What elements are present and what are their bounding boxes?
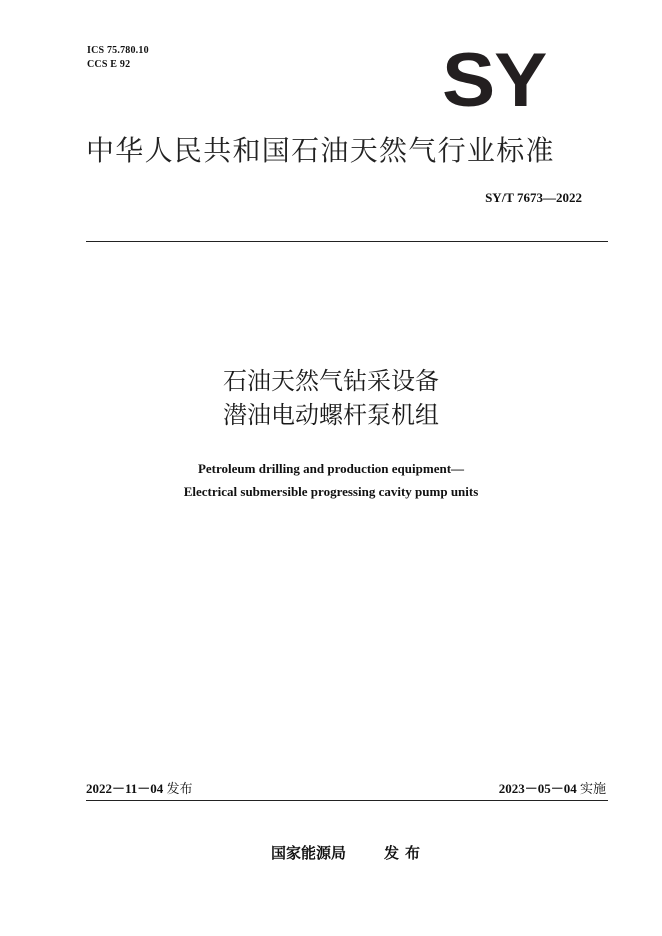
sy-logo: SY xyxy=(441,38,547,123)
issue-date-block xyxy=(86,778,193,797)
ics-code: ICS 75.780.10 xyxy=(87,45,149,56)
issue-date: 2022－11－04 xyxy=(86,781,164,796)
classification-codes xyxy=(87,44,149,72)
implementation-date-block xyxy=(499,778,606,797)
implementation-label: 实施 xyxy=(579,782,606,797)
implementation-date: 2023－05－04 xyxy=(498,781,577,796)
issue-label: 发布 xyxy=(166,782,193,797)
ccs-code: CCS E 92 xyxy=(87,59,131,70)
standard-number: SY/T 7673—2022 xyxy=(485,190,582,205)
chinese-title-line-1: 石油天然气钻采设备 xyxy=(223,367,439,395)
top-divider xyxy=(86,241,608,242)
english-title-line-2: Electrical submersible progressing cavity pump units xyxy=(183,484,479,499)
publisher-name: 国家能源局 xyxy=(271,844,347,862)
standard-category-title: 中华人民共和国石油天然气行业标准 xyxy=(86,134,555,167)
bottom-divider xyxy=(86,800,608,801)
english-title-line-1: Petroleum drilling and production equipment— xyxy=(197,461,465,476)
chinese-title-line-2: 潜油电动螺杆泵机组 xyxy=(223,401,439,429)
publisher-action: 发布 xyxy=(384,844,427,862)
